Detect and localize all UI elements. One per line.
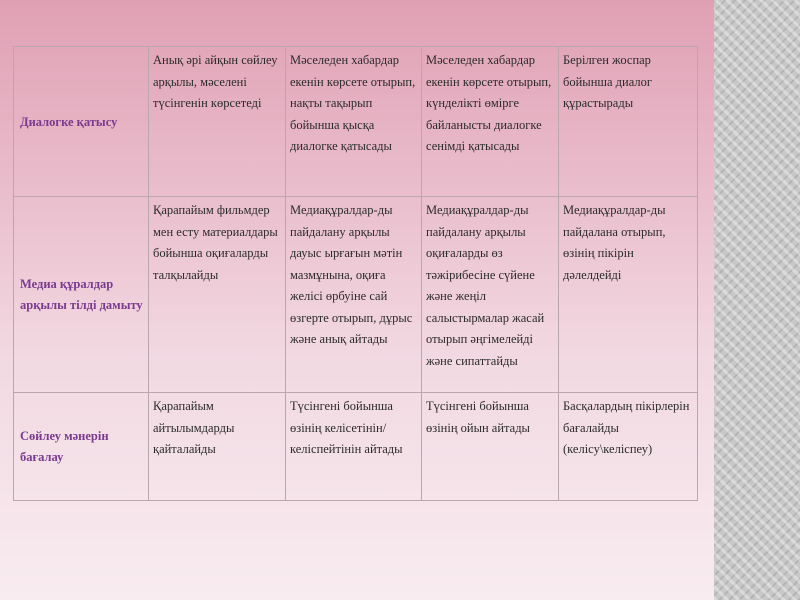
table-cell: Медиақұралдар-ды пайдалану арқылы оқиғаларды өз тәжірибесіне сүйене және жеңіл салыстырмалар жасай отырып әңгімелейді және сипаттайды — [422, 197, 559, 393]
assessment-table — [13, 46, 698, 501]
table-cell: Қарапайым айтылымдарды қайталайды — [149, 393, 286, 501]
table-cell: Берілген жоспар бойынша диалог құрастырады — [559, 47, 698, 197]
table-cell: Медиақұралдар-ды пайдалана отырып, өзінің пікірін дәлелдейді — [559, 197, 698, 393]
table-cell: Басқалардың пікірлерін бағалайды (келісу\келіспеу) — [559, 393, 698, 501]
table-cell: Түсінгені бойынша өзінің ойын айтады — [422, 393, 559, 501]
table-cell: Медиақұралдар-ды пайдалану арқылы дауыс ырғағын мәтін мазмұнына, оқиға желісі өрбуіне сай өзгерте отырып, дұрыс және анық айтады — [286, 197, 422, 393]
table-cell: Түсінгені бойынша өзінің келісетінін/ келіспейтінін айтады — [286, 393, 422, 501]
table-cell: Анық әрі айқын сөйлеу арқылы, мәселені түсінгенін көрсетеді — [149, 47, 286, 197]
table-row — [14, 47, 698, 197]
table-cell: Қарапайым фильмдер мен есту материалдары бойынша оқиғаларды талқылайды — [149, 197, 286, 393]
table-cell: Мәселеден хабардар екенін көрсете отырып, нақты тақырып бойынша қысқа диалогке қатысады — [286, 47, 422, 197]
row-heading: Медиа құралдар арқылы тілді дамыту — [14, 197, 149, 393]
row-heading: Сөйлеу мәнерін бағалау — [14, 393, 149, 501]
table-row — [14, 197, 698, 393]
table-cell: Мәселеден хабардар екенін көрсете отырып, күнделікті өмірге байланысты диалогке сенімді қатысады — [422, 47, 559, 197]
row-heading: Диалогке қатысу — [14, 47, 149, 197]
decorative-side-strip — [714, 0, 800, 600]
table-row — [14, 393, 698, 501]
